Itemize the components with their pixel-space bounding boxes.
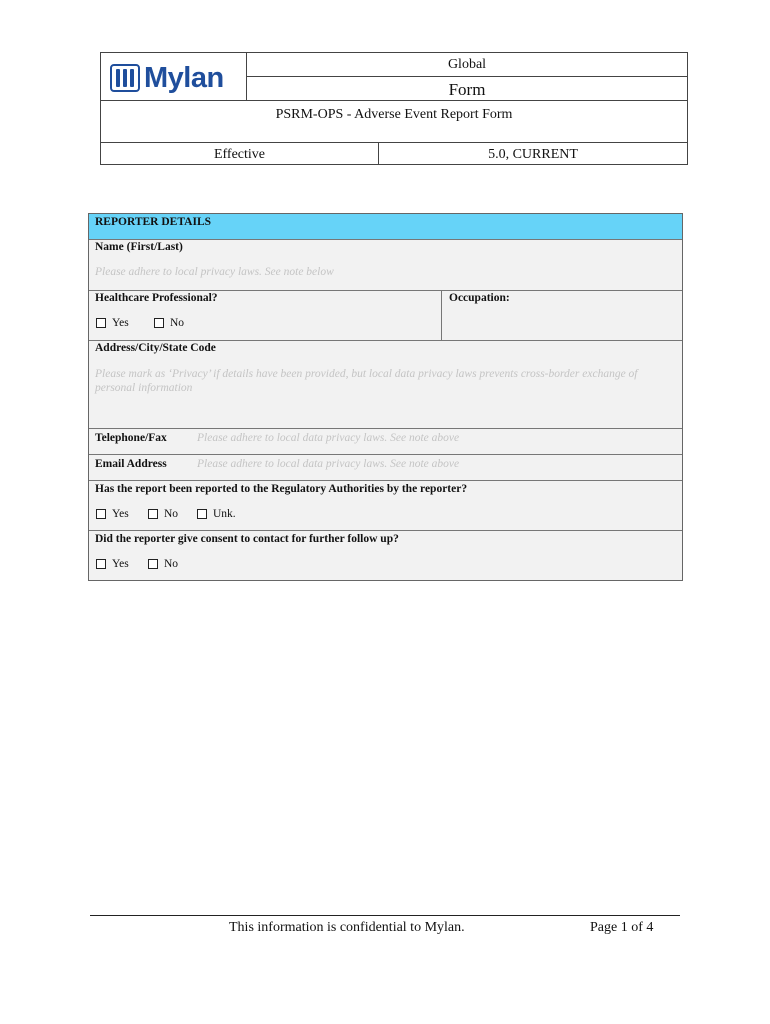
- occupation-label: Occupation:: [449, 292, 510, 304]
- document-header: [100, 52, 688, 165]
- reporter-details-section: [88, 213, 683, 581]
- footer-divider: [90, 915, 680, 916]
- consent-row: [89, 531, 682, 580]
- email-field[interactable]: Please adhere to local data privacy laws. See note above: [197, 458, 460, 470]
- phone-label: Telephone/Fax: [95, 432, 167, 444]
- effective-label: Effective: [101, 143, 379, 164]
- mylan-logo-icon: [110, 64, 140, 92]
- hcp-yes-label: Yes: [112, 317, 129, 329]
- name-row: [89, 240, 682, 291]
- scope-label: Global: [247, 53, 687, 77]
- checkbox-icon: [148, 509, 158, 519]
- confidential-notice: This information is confidential to Mylan.: [229, 920, 465, 935]
- checkbox-icon: [154, 318, 164, 328]
- reported-unk-checkbox[interactable]: [197, 508, 236, 520]
- checkbox-icon: [96, 509, 106, 519]
- name-field[interactable]: Please adhere to local privacy laws. See note below: [95, 266, 334, 278]
- page-number: Page 1 of 4: [590, 920, 654, 935]
- address-label: Address/City/State Code: [95, 342, 216, 354]
- address-field[interactable]: Please mark as ‘Privacy’ if details have been provided, but local data privacy laws prevents cross-border exchange of personal information: [95, 368, 638, 394]
- reported-yes-checkbox[interactable]: [96, 508, 129, 520]
- consent-yes-checkbox[interactable]: [96, 558, 129, 570]
- reported-yes-label: Yes: [112, 508, 129, 520]
- reported-no-label: No: [164, 508, 179, 520]
- name-label: Name (First/Last): [95, 241, 183, 253]
- document-title: PSRM-OPS - Adverse Event Report Form: [101, 101, 687, 143]
- section-title: REPORTER DETAILS: [95, 216, 212, 228]
- consent-no-checkbox[interactable]: [148, 558, 178, 570]
- hcp-row: [89, 291, 682, 341]
- phone-field[interactable]: Please adhere to local data privacy laws. See note above: [197, 432, 460, 444]
- consent-no-label: No: [164, 558, 179, 570]
- phone-row: [89, 429, 682, 455]
- section-header: [89, 214, 682, 240]
- checkbox-icon: [197, 509, 207, 519]
- reported-no-checkbox[interactable]: [148, 508, 178, 520]
- reported-unk-label: Unk.: [213, 508, 236, 520]
- hcp-label: Healthcare Professional?: [95, 292, 218, 304]
- doc-type-label: Form: [247, 77, 687, 101]
- address-row: [89, 341, 682, 429]
- hcp-yes-checkbox[interactable]: [96, 317, 129, 329]
- logo-cell: [101, 53, 247, 101]
- checkbox-icon: [96, 318, 106, 328]
- checkbox-icon: [148, 559, 158, 569]
- consent-yes-label: Yes: [112, 558, 129, 570]
- checkbox-icon: [96, 559, 106, 569]
- email-label: Email Address: [95, 458, 167, 470]
- version-label: 5.0, CURRENT: [488, 147, 578, 162]
- reported-row: [89, 481, 682, 531]
- column-divider: [441, 291, 442, 340]
- reported-question: Has the report been reported to the Regulatory Authorities by the reporter?: [95, 483, 468, 495]
- email-row: [89, 455, 682, 481]
- hcp-no-checkbox[interactable]: [154, 317, 184, 329]
- mylan-logo: [110, 64, 224, 92]
- hcp-no-label: No: [170, 317, 185, 329]
- consent-question: Did the reporter give consent to contact for further follow up?: [95, 533, 399, 545]
- logo-text: Mylan: [144, 62, 224, 94]
